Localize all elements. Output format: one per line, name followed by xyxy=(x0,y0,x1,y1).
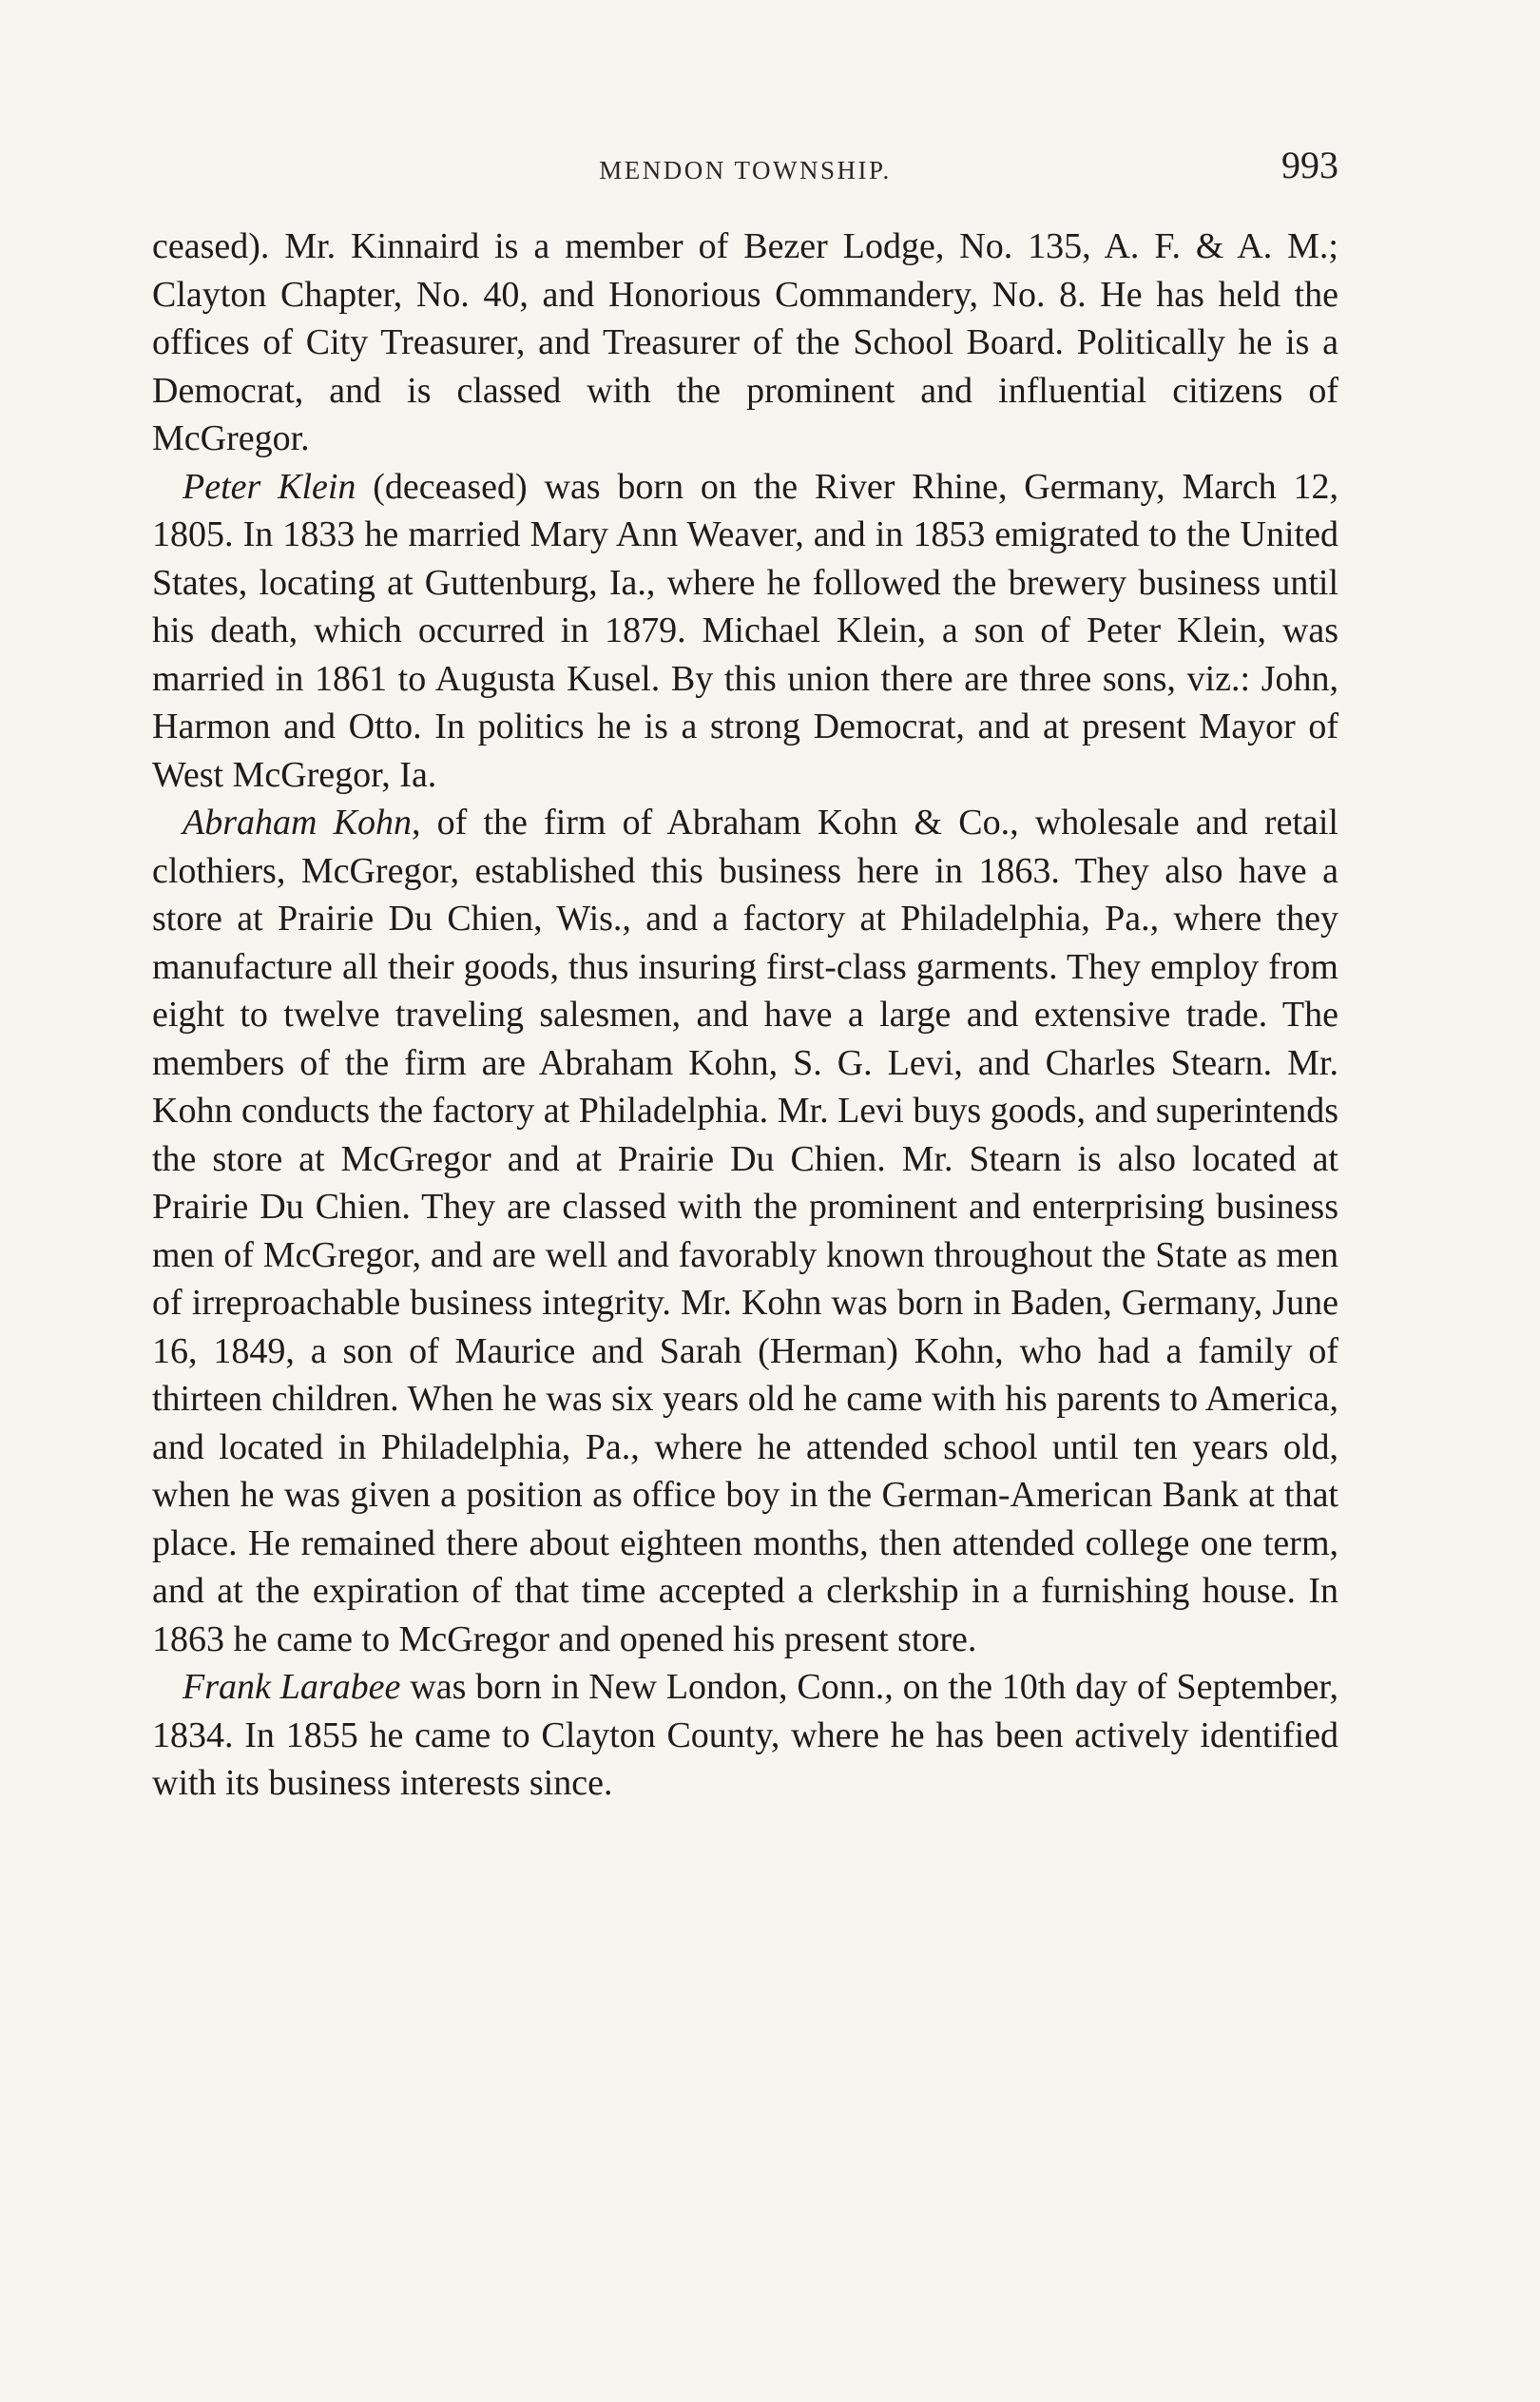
paragraph-text: was born in New London, Conn., on the 10th day of September, 1834. In 1855 he came to Clayton County, where he has been actively identified with its business interests since. xyxy=(152,1667,1338,1803)
paragraph-larabee xyxy=(152,1663,1338,1808)
running-head xyxy=(152,143,1338,200)
page-number: 993 xyxy=(1281,144,1338,186)
subject-name: Frank Larabee xyxy=(183,1667,401,1707)
paragraph-kinnaird xyxy=(152,223,1338,463)
paragraph-text: ceased). Mr. Kinnaird is a member of Bezer Lodge, No. 135, A. F. & A. M.; Clayton Chapter, No. 40, and Honorious Commandery, No. 8. He has held the offices of City Treasurer, and Treasurer of the School Board. Politically he is a Democrat, and is classed with the prominent and influential citizens of McGregor. xyxy=(152,226,1338,458)
header-title: MENDON TOWNSHIP. xyxy=(599,156,892,184)
body-text xyxy=(152,223,1338,1808)
paragraph-kohn xyxy=(152,799,1338,1663)
paragraph-text: (deceased) was born on the River Rhine, Germany, March 12, 1805. In 1833 he married Mary Ann Weaver, and in 1853 emigrated to the United States, locating at Guttenburg, Ia., where he followed the brewery business until his death, which occurred in 1879. Michael Klein, a son of Peter Klein, was married in 1861 to Augusta Kusel. By this union there are three sons, viz.: John, Harmon and Otto. In politics he is a strong Democrat, and at present Mayor of West McGregor, Ia. xyxy=(152,466,1338,795)
subject-name: Abraham Kohn xyxy=(183,803,412,843)
paragraph-text: , of the firm of Abraham Kohn & Co., wholesale and retail clothiers, McGregor, established this business here in 1863. They also have a store at Prairie Du Chien, Wis., and a factory at Philadelphia, Pa., where they manufacture all their goods, thus insuring first-class garments. They employ from eight to twelve traveling salesmen, and have a large and extensive trade. The members of the firm are Abraham Kohn, S. G. Levi, and Charles Stearn. Mr. Kohn conducts the factory at Philadelphia. Mr. Levi buys goods, and superintends the store at McGregor and at Prairie Du Chien. Mr. Stearn is also located at Prairie Du Chien. They are classed with the prominent and enterprising business men of McGregor, and are well and favorably known throughout the State as men of irreproachable business integrity. Mr. Kohn was born in Baden, Germany, June 16, 1849, a son of Maurice and Sarah (Herman) Kohn, who had a family of thirteen children. When he was six years old he came with his parents to America, and located in Philadelphia, Pa., where he attended school until ten years old, when he was given a position as office boy in the German-American Bank at that place. He remained there about eighteen months, then attended college one term, and at the expiration of that time accepted a clerkship in a furnishing house. In 1863 he came to McGregor and opened his present store. xyxy=(152,803,1338,1659)
subject-name: Peter Klein xyxy=(183,466,356,507)
paragraph-klein xyxy=(152,463,1338,800)
